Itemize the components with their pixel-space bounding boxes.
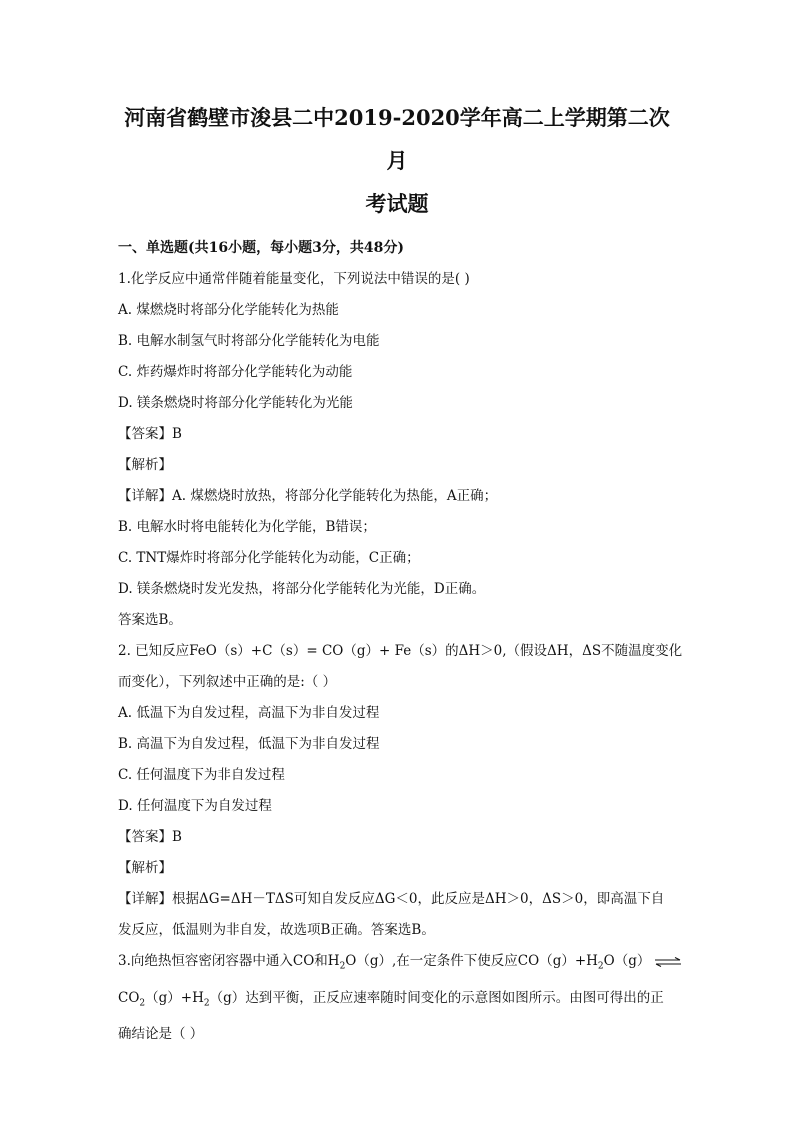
q2-detail-2: 发反应，低温则为非自发，故选项B正确。答案选B。 [118,922,435,938]
q3-stem-line-2: $CO_2(g)+H_2(g)$达到平衡，正反应速率随时间变化的示意图如图所示。由图可得出的正 [118,989,664,1009]
q3-stem-line-3: 确结论是（ ） [118,1026,204,1043]
q1-stem: 1.化学反应中通常伴随着能量变化，下列说法中错误的是( ) [118,271,470,287]
q1-option-c: C. 炸药爆炸时将部分化学能转化为动能 [118,364,353,380]
q2-stem-line-1: 2. 已知反应FeO（s）+C（s）= CO（g）+ Fe（s）的ΔH＞0,（假设ΔH，ΔS不随温度变化 [118,643,683,659]
q1-detail-2: B. 电解水时将电能转化为化学能，B错误； [118,519,376,535]
q2-option-a: A. 低温下为自发过程，高温下为非自发过程 [118,705,380,721]
q1-conclusion: 答案选B。 [118,612,182,628]
q1-option-a: A. 煤燃烧时将部分化学能转化为热能 [118,302,339,318]
document-title [118,96,676,225]
equilibrium-arrow-icon [654,957,682,967]
q1-answer: 【答案】B [118,426,182,442]
q1-detail-4: D. 镁条燃烧时发光发热，将部分化学能转化为光能，D正确。 [118,581,486,597]
q2-option-d: D. 任何温度下为自发过程 [118,798,272,814]
q2-option-c: C. 任何温度下为非自发过程 [118,767,285,783]
q2-analysis-label: 【解析】 [118,860,172,876]
q3-stem-line-1: 3.向绝热恒容密闭容器中通入CO和$H_2O(g)$,在一定条件下使反应$CO(g)+H_2O(g)$ [118,946,676,983]
q2-stem-line-2: 而变化），下列叙述中正确的是:（ ） [118,674,337,690]
q1-analysis-label: 【解析】 [118,457,172,473]
q2-option-b: B. 高温下为自发过程，低温下为非自发过程 [118,736,380,752]
title-line-2: 考试题 [365,191,429,216]
q1-option-b: B. 电解水制氢气时将部分化学能转化为电能 [118,333,380,349]
section-heading: 一、单选题(共16小题，每小题3分，共48分) [118,240,404,256]
q1-detail-3: C. TNT爆炸时将部分化学能转化为动能，C正确； [118,550,420,566]
q1-detail-1: 【详解】A. 煤燃烧时放热，将部分化学能转化为热能，A正确； [118,488,498,504]
q1-option-d: D. 镁条燃烧时将部分化学能转化为光能 [118,395,353,411]
q2-answer: 【答案】B [118,829,182,845]
q2-detail-1: 【详解】根据ΔG=ΔH－TΔS可知自发反应ΔG＜0，此反应是ΔH＞0，ΔS＞0，即高温下自 [118,891,665,907]
title-line-1: 河南省鹤壁市浚县二中2019-2020学年高二上学期第二次月 [124,105,670,173]
